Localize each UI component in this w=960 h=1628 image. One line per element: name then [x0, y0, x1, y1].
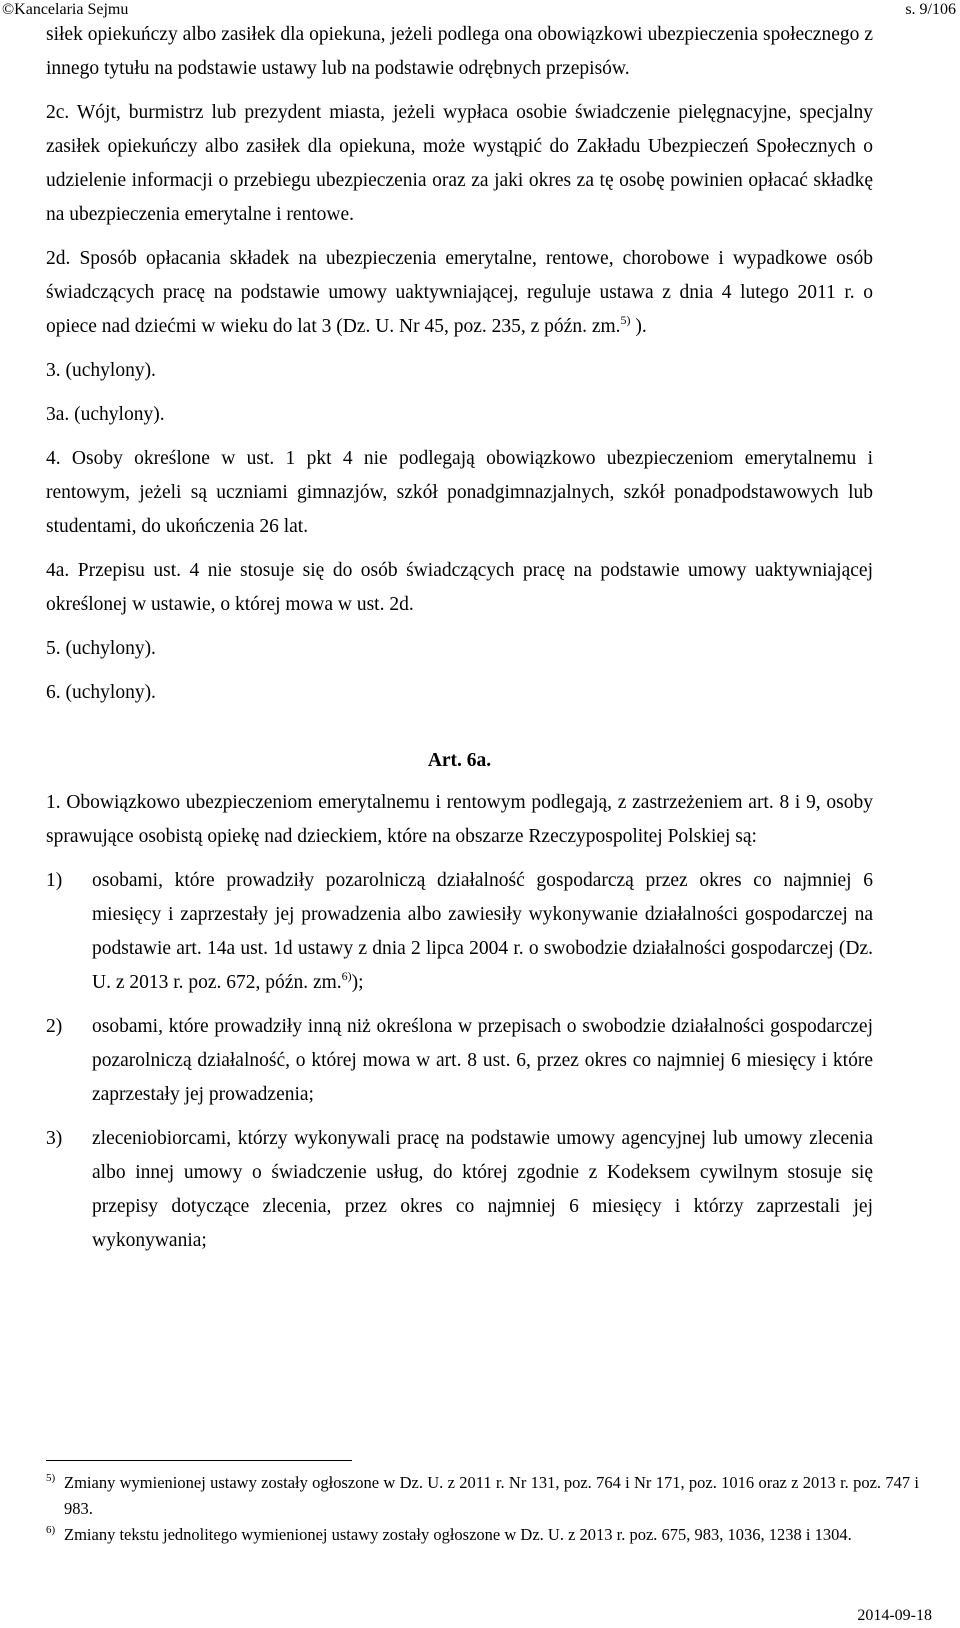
paragraph-4a: 4a. Przepisu ust. 4 nie stosuje się do osób świadczących pracę na podstawie umowy uaktywniającej określonej w ustawie, o której mowa w ust. 2d. — [46, 560, 873, 615]
footnote-ref-6[interactable]: 6) — [341, 969, 352, 983]
footer-date: 2014-09-18 — [857, 1607, 932, 1624]
paragraph-5: 5. (uchylony). — [46, 638, 156, 659]
header-publisher: ©Kancelaria Sejmu — [2, 1, 129, 18]
footnotes — [46, 1470, 919, 1548]
list-item — [46, 864, 873, 1000]
article-paragraph-1: 1. Obowiązkowo ubezpieczeniom emerytalnemu i rentowym podlegają, z zastrzeżeniem art. 8 i 9, osoby sprawujące osobistą opiekę nad dzieckiem, które na obszarze Rzeczypospolitej Polskiej są: — [46, 792, 873, 847]
footnote-ref-5[interactable]: 5) — [620, 313, 631, 327]
footnote-6 — [46, 1522, 919, 1548]
list-item-number: 1) — [46, 870, 63, 891]
paragraph-6: 6. (uchylony). — [46, 682, 156, 703]
paragraph-2d-end: ). — [635, 316, 647, 337]
list-item-end: ); — [351, 972, 364, 993]
list-item-number: 3) — [46, 1128, 63, 1149]
article-heading: Art. 6a. — [427, 750, 492, 771]
list-item-text: osobami, które prowadziły inną niż określona w przepisach o swobodzie działalności gospodarczej pozarolniczą działalność, o której mowa w art. 8 ust. 6, przez okres co najmniej 6 miesięcy i które zaprzestały jej prowadzenia; — [92, 1016, 873, 1105]
footnote-text: Zmiany wymienionej ustawy zostały ogłoszone w Dz. U. z 2011 r. Nr 131, poz. 764 i Nr 171, poz. 1016 oraz z 2013 r. poz. 747 i 983. — [64, 1473, 919, 1518]
footnote-5 — [46, 1470, 919, 1522]
paragraph-3a: 3a. (uchylony). — [46, 404, 165, 425]
footnote-divider — [46, 1460, 352, 1461]
list-item — [46, 1010, 873, 1112]
paragraph-4: 4. Osoby określone w ust. 1 pkt 4 nie podlegają obowiązkowo ubezpieczeniom emerytalnemu i rentowym, jeżeli są uczniami gimnazjów, szkół ponadgimnazjalnych, szkół ponadpodstawowych lub studentami, do ukończenia 26 lat. — [46, 448, 873, 537]
paragraph-continuation: siłek opiekuńczy albo zasiłek dla opiekuna, jeżeli podlega ona obowiązkowi ubezpieczenia społecznego z innego tytułu na podstawie ustawy lub na podstawie odrębnych przepisów. — [46, 24, 873, 79]
list-item-number: 2) — [46, 1016, 63, 1037]
list-item — [46, 1122, 873, 1258]
paragraph-2d — [46, 242, 873, 344]
document-body — [46, 18, 919, 1544]
footnote-text: Zmiany tekstu jednolitego wymienionej ustawy zostały ogłoszone w Dz. U. z 2013 r. poz. 675, 983, 1036, 1238 i 1304. — [64, 1525, 852, 1544]
footnote-number: 6) — [46, 1524, 56, 1536]
list-item-text: zleceniobiorcami, którzy wykonywali pracę na podstawie umowy agencyjnej lub umowy zlecenia albo innej umowy o świadczenie usług, do której zgodnie z Kodeksem cywilnym stosuje się przepisy dotyczące zlecenia, przez okres co najmniej 6 miesięcy i którzy zaprzestali jej wykonywania; — [92, 1128, 873, 1251]
footnote-number: 5) — [46, 1472, 56, 1484]
list-item-text: osobami, które prowadziły pozarolniczą działalność gospodarczą przez okres co najmniej 6 miesięcy i zaprzestały jej prowadzenia albo zawiesiły wykonywanie działalności gospodarczej na podstawie art. 14a ust. 1d ustawy z dnia 2 lipca 2004 r. o swobodzie działalności gospodarczej (Dz. U. z 2013 r. poz. 672, późn. zm. — [92, 870, 873, 993]
paragraph-2c: 2c. Wójt, burmistrz lub prezydent miasta, jeżeli wypłaca osobie świadczenie pielęgnacyjne, specjalny zasiłek opiekuńczy albo zasiłek dla opiekuna, może wystąpić do Zakładu Ubezpieczeń Społecznych o udzielenie informacji o przebiegu ubezpieczenia oraz za jaki okres za tę osobę powinien opłacać składkę na ubezpieczenia emerytalne i rentowe. — [46, 102, 873, 225]
paragraph-3: 3. (uchylony). — [46, 360, 156, 381]
header-page-number: s. 9/106 — [905, 1, 956, 18]
paragraph-2d-text: 2d. Sposób opłacania składek na ubezpieczenia emerytalne, rentowe, chorobowe i wypadkowe osób świadczących pracę na podstawie umowy uaktywniającej, reguluje ustawa z dnia 4 lutego 2011 r. o opiece nad dziećmi w wieku do lat 3 (Dz. U. Nr 45, poz. 235, z późn. zm. — [46, 248, 873, 337]
